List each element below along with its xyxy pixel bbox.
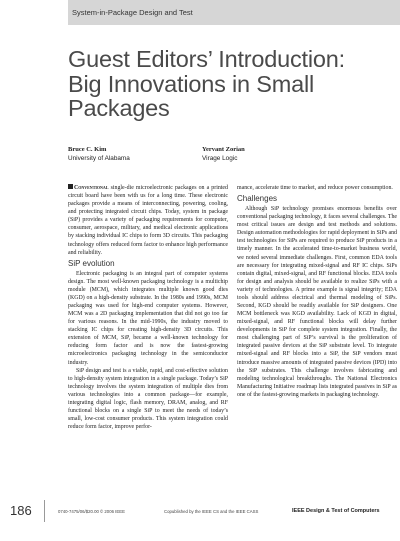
heading-challenges: Challenges <box>237 194 278 204</box>
paragraph-continuation: mance, accelerate time to market, and reduce power consumption. <box>237 185 393 191</box>
footer-issn: 0740-7475/06/$20.00 © 2006 IEEE <box>58 509 125 514</box>
heading-sip-evolution: SiP evolution <box>68 258 115 268</box>
author-1 <box>68 146 130 163</box>
author-2-name: Yervant Zorian <box>202 146 245 153</box>
title-line-3: Packages <box>68 95 170 121</box>
author-2 <box>202 146 245 163</box>
author-1-affiliation: University of Alabama <box>68 154 130 162</box>
intro-paragraph <box>68 184 228 257</box>
author-1-name: Bruce C. Kim <box>68 146 107 153</box>
page-footer <box>0 499 400 524</box>
title-line-2: Big Innovations in Small <box>68 70 315 97</box>
footer-copublished: Copublished by the IEEE CS and the IEEE CASS <box>164 509 259 514</box>
text-column-left <box>68 184 228 431</box>
article-title <box>68 47 393 121</box>
footer-journal-name: IEEE Design & Test of Computers <box>292 508 380 514</box>
running-head-bar <box>68 0 400 25</box>
footer-divider <box>44 500 45 522</box>
author-block <box>68 146 398 170</box>
paragraph-evolution-2: SiP design and test is a viable, rapid, and cost-effective solution to high-density system integration in a single package. Today’s SiP technology involves the system integration of multiple dies from various technologies into a common package—for example, integrating digital logic, flash memory, DRAM, analog, and RF functional blocks on a single SiP to meet the needs of today’s small, low-cost consumer products. This system integration could reduce form factor, improve perfor- <box>68 367 228 431</box>
paragraph-challenges: Although SiP technology promises enormous benefits over conventional packaging technology, it faces several challenges. The most critical issues are design and test methods and solutions. Design automation methodologies for rapid deployment in SiPs and test technologies for SiPs are required to produce SiP products in a timely manner. In the accelerated time-to-market business world, we noted several immediate challenges. First, common EDA tools are necessary for integrating mixed-signal and RF IC chips. SiPs contain digital, mixed-signal, and RF functional blocks. EDA tools for design and analysis should be available to realize SiPs with a variety of technologies. A prime example is signal integrity; EDA tools should address electrical and thermal modeling of SiPs. Second, KGD should be readily available for SiP designers. One MCM bottleneck was KGD availability. Lack of KGD in digital, mixed-signal, and RF functional blocks will delay further developments in SiP for complete system integration. Finally, the most challenging part of SiP’s survival is the proliferation of integrated passive devices at the SiP substrate level. To integrate mixed-signal and RF blocks into a SiP, the SiP vendors must introduce massive amounts of integrated passive devices (IPD) into the SiP substrates. This challenge involves fabricating and modeling technological breakthroughs. The National Electronics Manufacturing Initiative roadmap lists integrated passives in SiP as one of the fastest-growing markets in packaging technology. <box>237 206 398 398</box>
paragraph-evolution-1: Electronic packaging is an integral part of computer systems design. The most well-known packaging technology is a multichip module (MCM), which integrates multiple known good dies (KGD) on a high-density substrate. In the 1980s and 1990s, MCM packaging was used for high-end computer systems. However, MCM was a 2D packaging implementation that did not go too far for various reasons. In the mid-1990s, the industry moved to stacking IC chips for creating high-density 3D circuits. This extension of MCM, SiP, became a well-known technology for reducing form factor and is now the fastest-growing microelectronics packaging technology in the semiconductor industry. <box>68 270 228 366</box>
lead-word: Conventional <box>74 185 109 191</box>
title-line-1: Guest Editors’ Introduction: <box>68 46 345 72</box>
text-column-right <box>237 184 397 399</box>
author-2-affiliation: Virage Logic <box>202 154 238 162</box>
page-number: 186 <box>10 503 32 518</box>
intro-text: single-die microelectronic packages on a printed circuit board have been with us for a long time. These electronic packages provide a means of interconnecting, powering, cooling, and protecting integrated circuit chips. Today, system in package (SiP) provides a variety of packaging requirements for computer, consumer, aerospace, military, and medical electronic applications by stacking individual IC chips to form 3D circuits. This packaging technology offers reduced form factor to enhance high performance and reliability. <box>68 185 228 256</box>
running-head-text: System-in-Package Design and Test <box>72 8 193 17</box>
section-marker-square <box>68 184 73 189</box>
